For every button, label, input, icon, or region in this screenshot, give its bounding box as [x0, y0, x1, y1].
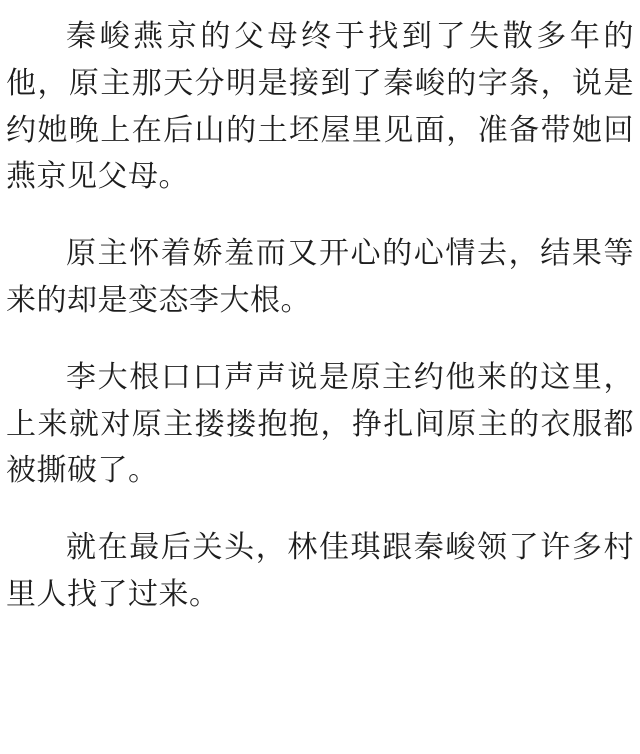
paragraph-1: 秦峻燕京的父母终于找到了失散多年的他，原主那天分明是接到了秦峻的字条，说是约她晚上在后山的土坯屋里见面，准备带她回燕京见父母。	[6, 19, 634, 195]
paragraph-4: 就在最后关头，林佳琪跟秦峻领了许多村里人找了过来。	[6, 530, 634, 612]
paragraph-3: 李大根口口声声说是原主约他来的这里，上来就对原主搂搂抱抱，挣扎间原主的衣服都被撕破了。	[6, 359, 634, 489]
paragraph-2: 原主怀着娇羞而又开心的心情去，结果等来的却是变态李大根。	[6, 236, 634, 318]
